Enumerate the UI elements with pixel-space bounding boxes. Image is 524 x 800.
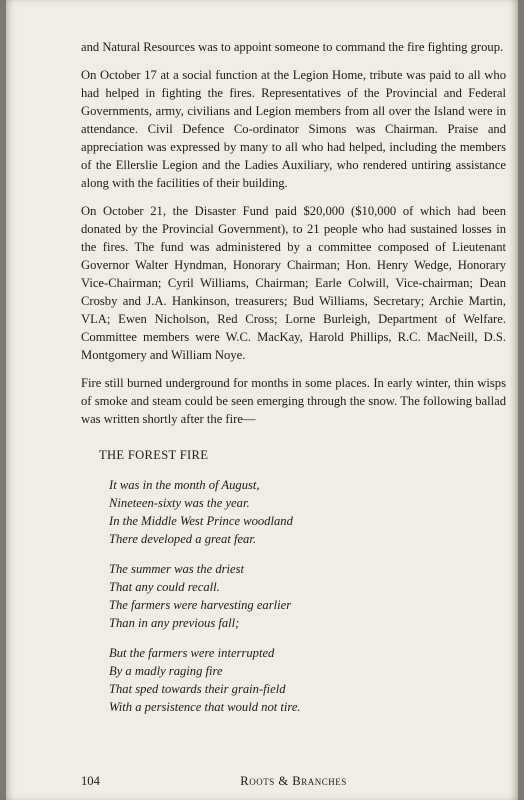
- ballad-line: The summer was the driest: [109, 562, 245, 576]
- page-body: [81, 38, 506, 728]
- ballad-title: THE FOREST FIRE: [99, 448, 209, 462]
- ballad-line: In the Middle West Prince woodland: [109, 514, 293, 528]
- ballad-stanza-3: [109, 644, 506, 716]
- ballad-stanza-2: [109, 560, 506, 632]
- paragraph-legion-tribute: On October 17 at a social function at the Legion Home, tribute was paid to all who had helped in fighting the fires. Representatives of the Provincial and Federal Governments, army, civilians and Legion members from all over the Island were in attendance. Civil Defence Co-ordinator Simons was Chairman. Praise and appreciation was expressed by many to all who had helped, including the members of the Ellerslie Legion and the Ladies Auxiliary, who rendered untiring assistance along with the facilities of their building.: [81, 68, 506, 190]
- ballad-line: The farmers were harvesting earlier: [109, 598, 292, 612]
- running-title: Roots & Branches: [240, 774, 347, 788]
- paragraph-continuation: and Natural Resources was to appoint someone to command the fire fighting group.: [81, 40, 504, 54]
- ballad-line: There developed a great fear.: [109, 532, 257, 546]
- book-page: [6, 0, 518, 800]
- ballad-line: That any could recall.: [109, 580, 220, 594]
- ballad-line: Than in any previous fall;: [109, 616, 240, 630]
- page-number: 104: [81, 774, 100, 788]
- ballad-line: With a persistence that would not tire.: [109, 700, 301, 714]
- paragraph-disaster-fund: On October 21, the Disaster Fund paid $20,000 ($10,000 of which had been donated by the Provincial Government), to 21 people who had sustained losses in the fires. The fund was administered by a committee composed of Lieutenant Governor Walter Hyndman, Honorary Chairman; Hon. Henry Wedge, Honorary Vice-Chairman; Cyril Williams, Chairman; Earle Colwill, Vice-chairman; Dean Crosby and J.A. Hankinson, treasurers; Bud Williams, Secretary; Archie Martin, VLA; Ewen Nicholson, Red Cross; Lorne Burleigh, Department of Welfare. Committee members were W.C. MacKay, Harold Phillips, R.C. MacNeill, D.S. Montgomery and William Noye.: [81, 204, 506, 362]
- ballad-line: By a madly raging fire: [109, 664, 223, 678]
- ballad-line: Nineteen-sixty was the year.: [109, 496, 250, 510]
- ballad-line: That sped towards their grain-field: [109, 682, 286, 696]
- ballad-stanza-1: [109, 476, 506, 548]
- paragraph-underground-fire: Fire still burned underground for months in some places. In early winter, thin wisps of smoke and steam could be seen emerging through the snow. The following ballad was written shortly after the fire—: [81, 376, 506, 426]
- ballad-line: But the farmers were interrupted: [109, 646, 275, 660]
- ballad-line: It was in the month of August,: [109, 478, 260, 492]
